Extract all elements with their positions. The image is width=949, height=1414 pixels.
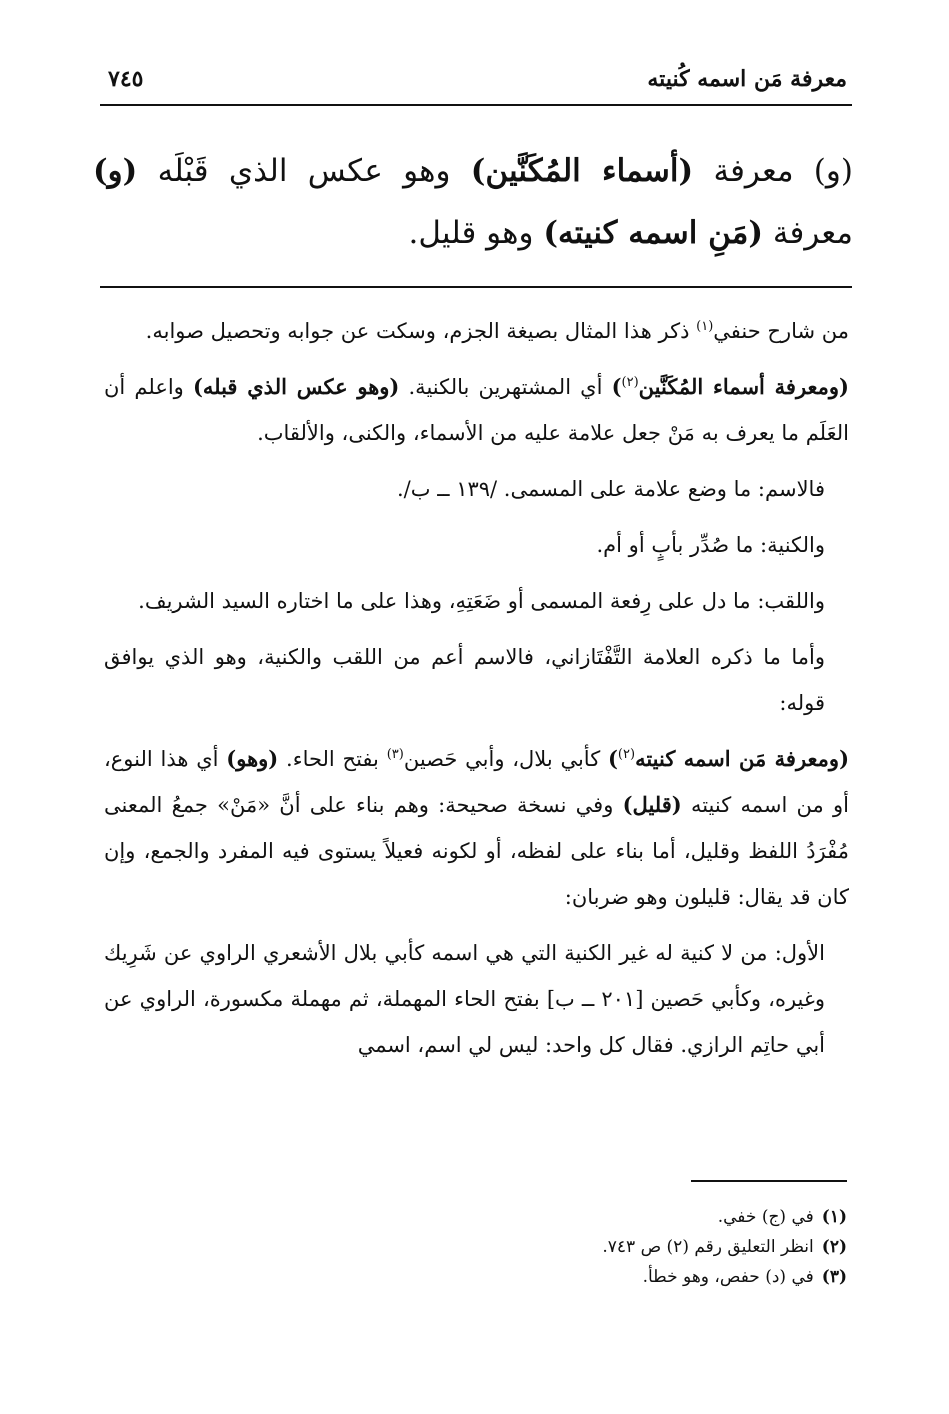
footnote-number: (٢) — [821, 1237, 847, 1257]
footnote-item — [102, 1262, 847, 1292]
commentary-paragraph: وأما ما ذكره العلامة التَّفْتَازاني، فالاسم أعم من اللقب والكنية، وهو الذي يوافق قوله: — [104, 645, 825, 715]
commentary-text: واعلم أن العَلَم ما يعرف به مَنْ جعل علامة عليه من الأسماء، والكنى، والألقاب. — [104, 375, 849, 445]
footnote-text: انظر التعليق رقم (٢) ص ٧٤٣. — [602, 1237, 814, 1257]
commentary-text: أي هذا النوع، أو من اسمه كنيته — [104, 747, 850, 817]
commentary-paragraph: فالاسم: ما وضع علامة على المسمى. /١٣٩ ــ ب/. — [397, 477, 825, 501]
commentary-text: كأبي بلال، وأبي حَصين — [403, 747, 608, 771]
commentary — [104, 308, 849, 1078]
commentary-text: أي المشتهرين بالكنية. — [399, 375, 612, 399]
commentary-quote: (ومعرفة مَن اسمه كنيته — [635, 746, 849, 771]
matn-text: معرفة — [763, 215, 853, 251]
matn-text: وهو عكس الذي قَبْلَه — [137, 153, 471, 189]
matn-bold: (أسماء المُكَنَّين) — [470, 153, 694, 189]
commentary-quote: (وهو عكس الذي قبله) — [192, 374, 400, 399]
footnote-number: (١) — [821, 1207, 847, 1227]
commentary-quote: (ومعرفة أسماء المُكَنَّين — [638, 374, 849, 399]
footnote-divider — [691, 1180, 847, 1182]
commentary-paragraph: والكنية: ما صُدِّر بأبٍ أو أم. — [596, 533, 825, 557]
commentary-text: بفتح الحاء. — [278, 747, 387, 771]
commentary-text: وفي نسخة صحيحة: وهم بناء على أنَّ «مَنْ» جمعُ المعنى مُفْرَدُ اللفظ وقليل، أما بناء على لفظه، أو لكونه فعيلاً يستوى فيه المفرد والجمع، وإن كان قد يقال: قليلون وهو ضربان: — [104, 793, 850, 909]
footnote-item — [102, 1202, 847, 1232]
main-text-divider — [100, 286, 852, 288]
footnote-ref: (٢) — [621, 375, 639, 390]
footnote-number: (٣) — [821, 1267, 847, 1287]
commentary-quote: (قليل) — [622, 792, 682, 817]
page-number: ٧٤٥ — [108, 66, 144, 92]
footnote-ref: (٣) — [386, 747, 404, 762]
footnote-ref: (١) — [696, 319, 714, 334]
commentary-quote: ) — [607, 746, 618, 771]
commentary-text: من شارح حنفي — [713, 319, 849, 343]
matn-bold: (مَنِ اسمه كنيته) — [543, 215, 764, 251]
commentary-quote: ) — [611, 374, 622, 399]
commentary-paragraph: الأول: من لا كنية له غير الكنية التي هي اسمه كأبي بلال الأشعري الراوي عن شَرِيك وغيره، وكأبي حَصين [٢٠١ ــ ب] بفتح الحاء المهملة، ثم مهملة مكسورة، الراوي عن أبي حاتِم الرازي. فقال كل واحد: ليس لي اسم، اسمي — [104, 941, 825, 1057]
matn-bold: (و) — [93, 153, 138, 189]
footnotes — [102, 1202, 847, 1292]
commentary-quote: (وهو) — [226, 746, 279, 771]
header-divider — [100, 104, 852, 106]
commentary-paragraph: واللقب: ما دل على رِفعة المسمى أو ضَعَتِهِ، وهذا على ما اختاره السيد الشريف. — [138, 589, 825, 613]
footnote-text: في (د) حفص، وهو خطأ. — [642, 1267, 814, 1287]
commentary-paragraph — [104, 308, 849, 354]
footnote-ref: (٢) — [617, 747, 636, 762]
footnote-item — [102, 1232, 847, 1262]
commentary-paragraph — [104, 736, 849, 920]
matn-text: (و) معرفة — [693, 153, 853, 189]
matn-text: وهو قليل. — [408, 215, 544, 251]
commentary-text: ذكر هذا المثال بصيغة الجزم، وسكت عن جوابه وتحصيل صوابه. — [145, 319, 697, 343]
main-text — [93, 140, 853, 264]
footnote-text: في (ج) خفي. — [717, 1207, 814, 1227]
running-title: معرفة مَن اسمه كُنيته — [647, 66, 847, 92]
commentary-paragraph — [104, 364, 849, 456]
